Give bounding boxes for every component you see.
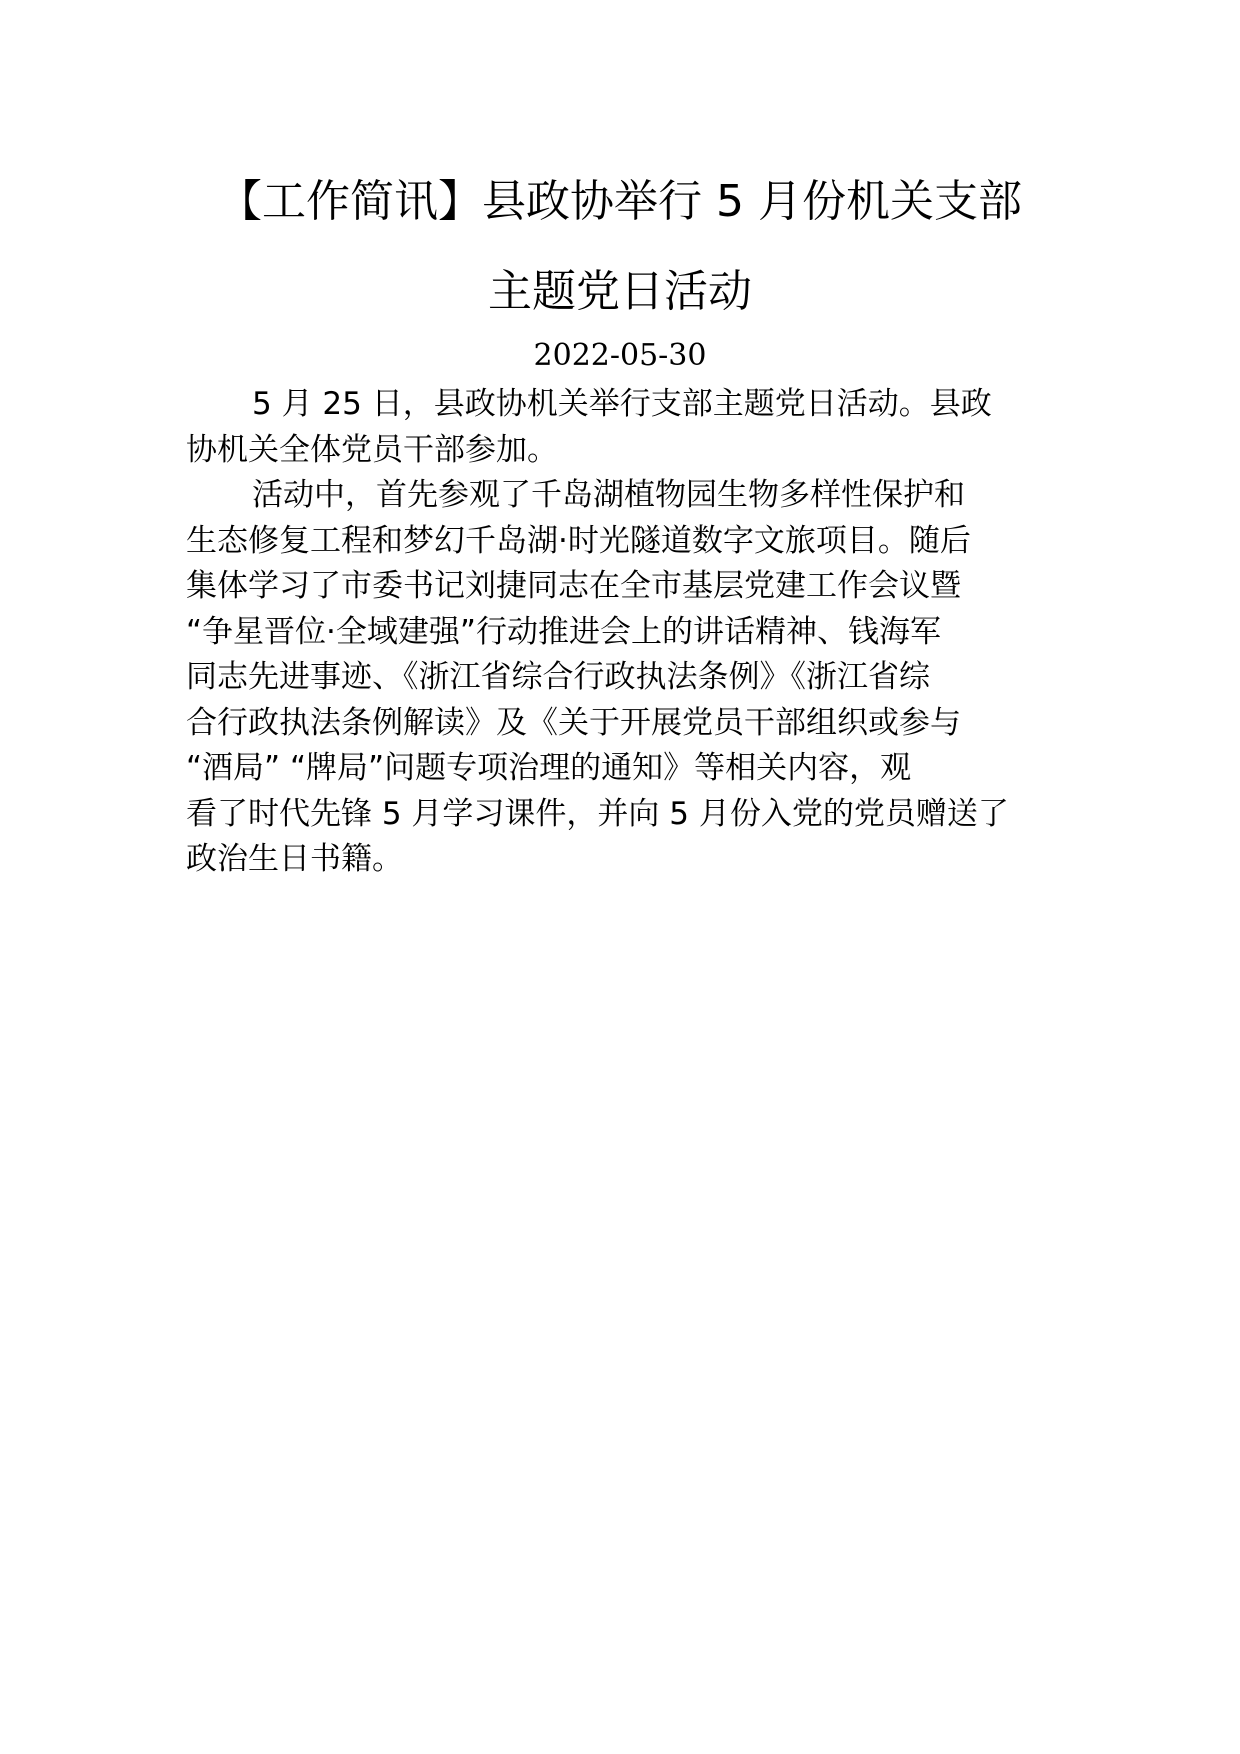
paragraph-2-line: “酒局” “牌局”问题专项治理的通知》等相关内容，观 [186,750,912,786]
paragraph-2-line: 政治生日书籍。 [186,841,403,877]
publish-date: 2022-05-30 [533,338,707,373]
paragraph-2-line: 集体学习了市委书记刘捷同志在全市基层党建工作会议暨 [186,568,961,604]
article-body [186,382,1056,883]
paragraph-2-line: 生态修复工程和梦幻千岛湖·时光隧道数字文旅项目。随后 [186,522,971,559]
document-title-line-1: 【工作简讯】县政协举行 5 月份机关支部 [218,176,1022,227]
paragraph-2-line: 合行政执法条例解读》及《关于开展党员干部组织或参与 [186,704,961,741]
paragraph-1-line: 协机关全体党员干部参加。 [186,431,558,468]
paragraph-2-line: 看了时代先锋 5 月学习课件，并向 5 月份入党的党员赠送了 [186,795,1009,832]
paragraph-1-line: 5 月 25 日，县政协机关举行支部主题党日活动。县政 [252,386,992,422]
document-title-line-2: 主题党日活动 [488,266,752,317]
paragraph-2-line: 同志先进事迹、《浙江省综合行政执法条例》《浙江省综 [186,659,930,695]
paragraph-2-line: 活动中，首先参观了千岛湖植物园生物多样性保护和 [252,477,965,513]
paragraph-2-line: “争星晋位·全域建强”行动推进会上的讲话精神、钱海军 [186,613,941,650]
